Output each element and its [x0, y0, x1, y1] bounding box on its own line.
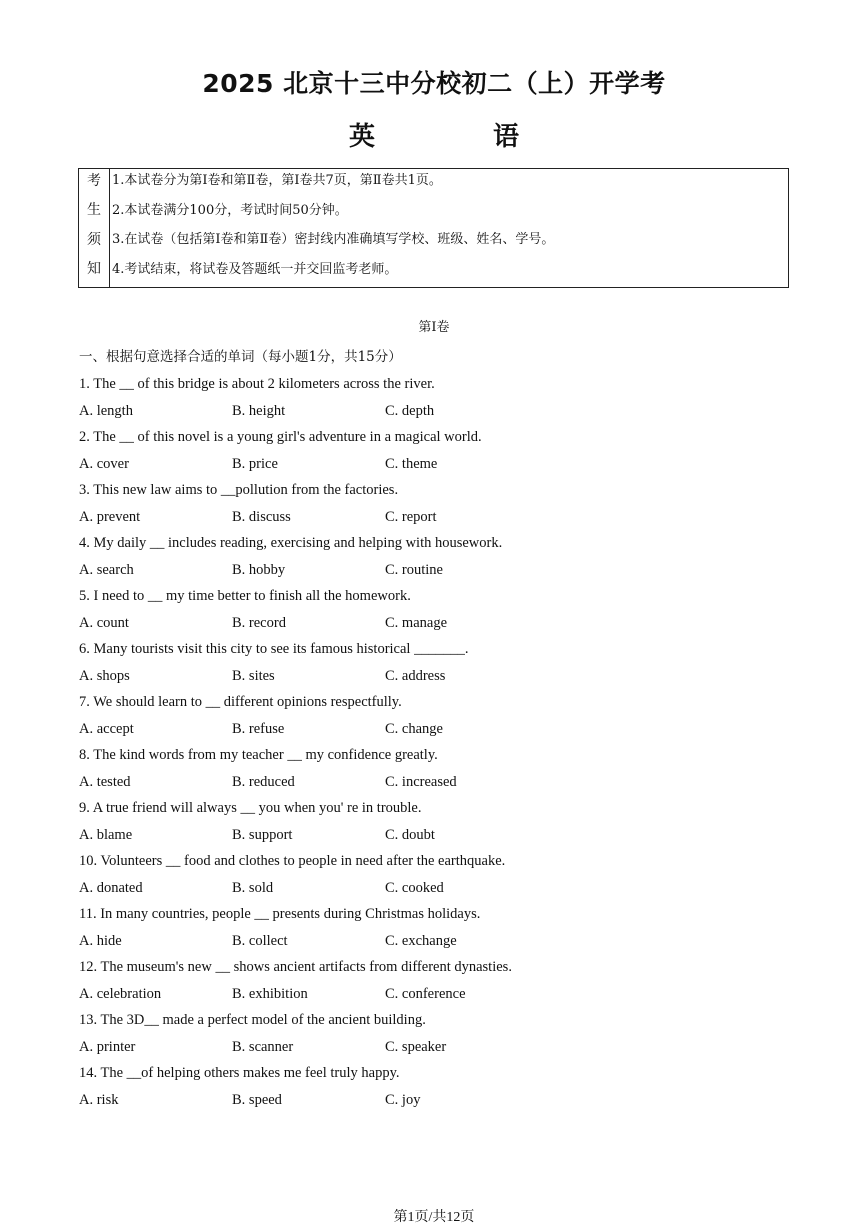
- option-c: C. cooked: [385, 879, 444, 896]
- question-options: [79, 1089, 799, 1116]
- option-a: A. printer: [79, 1038, 136, 1055]
- exam-title: 2025 北京十三中分校初二（上）开学考: [202, 69, 666, 98]
- question-stem: 11. In many countries, people __ presents during Christmas holidays.: [79, 906, 481, 922]
- question-options: [79, 453, 799, 480]
- option-a: A. celebration: [79, 985, 162, 1002]
- question-list: [79, 373, 799, 1115]
- question-stem: 6. Many tourists visit this city to see its famous historical _______.: [79, 641, 469, 657]
- question-item: [79, 903, 799, 956]
- option-a: A. accept: [79, 720, 134, 737]
- option-a: A. shops: [79, 667, 130, 684]
- notice-label-char: 生: [87, 202, 101, 219]
- option-c: C. depth: [385, 402, 435, 419]
- question-options: [79, 718, 799, 745]
- option-c: C. address: [385, 667, 446, 684]
- option-a: A. prevent: [79, 508, 141, 525]
- question-stem: 1. The __ of this bridge is about 2 kilometers across the river.: [79, 376, 435, 392]
- section-label: 第Ⅰ卷: [418, 320, 450, 335]
- candidate-notice-box: [78, 168, 789, 288]
- question-stem: 3. This new law aims to __pollution from the factories.: [79, 482, 399, 498]
- question-options: [79, 930, 799, 957]
- option-b: B. refuse: [232, 720, 285, 737]
- question-item: [79, 691, 799, 744]
- option-b: B. sites: [232, 667, 275, 684]
- question-item: [79, 1062, 799, 1115]
- question-item: [79, 1009, 799, 1062]
- notice-item: 4.考试结束，将试卷及答题纸一并交回监考老师。: [112, 261, 398, 277]
- question-item: [79, 585, 799, 638]
- option-b: B. scanner: [232, 1038, 294, 1055]
- question-stem: 9. A true friend will always __ you when you' re in trouble.: [79, 800, 422, 816]
- question-stem: 5. I need to __ my time better to finish all the homework.: [79, 588, 411, 604]
- question-options: [79, 771, 799, 798]
- page-footer: 第1页/共12页: [393, 1210, 475, 1225]
- option-c: C. theme: [385, 455, 438, 472]
- option-c: C. exchange: [385, 932, 457, 949]
- option-c: C. increased: [385, 773, 457, 790]
- option-c: C. speaker: [385, 1038, 447, 1055]
- question-options: [79, 612, 799, 639]
- subject-title: 英 语: [348, 122, 565, 152]
- question-item: [79, 426, 799, 479]
- question-stem: 8. The kind words from my teacher __ my confidence greatly.: [79, 747, 438, 763]
- question-options: [79, 665, 799, 692]
- question-stem: 4. My daily __ includes reading, exercising and helping with housework.: [79, 535, 503, 551]
- question-options: [79, 983, 799, 1010]
- notice-items: [110, 169, 788, 287]
- question-options: [79, 1036, 799, 1063]
- question-item: [79, 479, 799, 532]
- option-b: B. collect: [232, 932, 288, 949]
- question-options: [79, 559, 799, 586]
- notice-item: 2.本试卷满分100分，考试时间50分钟。: [112, 202, 348, 218]
- option-a: A. donated: [79, 879, 143, 896]
- part-heading: 一、根据句意选择合适的单词（每小题1分，共15分）: [79, 349, 402, 365]
- option-b: B. speed: [232, 1091, 282, 1108]
- notice-label-char: 考: [87, 173, 101, 189]
- option-b: B. support: [232, 826, 293, 843]
- question-stem: 7. We should learn to __ different opinions respectfully.: [79, 694, 402, 710]
- option-c: C. doubt: [385, 826, 435, 843]
- question-stem: 12. The museum's new __ shows ancient artifacts from different dynasties.: [79, 959, 512, 975]
- question-stem: 2. The __ of this novel is a young girl's adventure in a magical world.: [79, 429, 482, 445]
- question-item: [79, 373, 799, 426]
- option-b: B. record: [232, 614, 286, 631]
- option-c: C. manage: [385, 614, 448, 631]
- question-stem: 13. The 3D__ made a perfect model of the ancient building.: [79, 1012, 426, 1028]
- option-b: B. height: [232, 402, 286, 419]
- question-item: [79, 532, 799, 585]
- question-options: [79, 400, 799, 427]
- option-b: B. sold: [232, 879, 274, 896]
- notice-label-char: 须: [87, 231, 101, 248]
- notice-label-column: [79, 169, 110, 287]
- option-b: B. hobby: [232, 561, 286, 578]
- option-c: C. change: [385, 720, 443, 737]
- notice-item: 1.本试卷分为第Ⅰ卷和第Ⅱ卷，第Ⅰ卷共7页，第Ⅱ卷共1页。: [112, 173, 442, 188]
- option-a: A. cover: [79, 455, 129, 472]
- option-b: B. reduced: [232, 773, 295, 790]
- question-options: [79, 824, 799, 851]
- option-a: A. blame: [79, 826, 133, 843]
- option-c: C. routine: [385, 561, 443, 578]
- question-item: [79, 797, 799, 850]
- option-a: A. risk: [79, 1091, 119, 1108]
- notice-item: 3.在试卷（包括第Ⅰ卷和第Ⅱ卷）密封线内准确填写学校、班级、姓名、学号。: [112, 232, 555, 247]
- question-stem: 14. The __of helping others makes me feel truly happy.: [79, 1065, 400, 1081]
- option-b: B. price: [232, 455, 278, 472]
- question-stem: 10. Volunteers __ food and clothes to people in need after the earthquake.: [79, 853, 506, 869]
- notice-label-char: 知: [87, 260, 101, 277]
- option-a: A. count: [79, 614, 129, 631]
- option-a: A. hide: [79, 932, 122, 949]
- option-a: A. search: [79, 561, 134, 578]
- option-a: A. length: [79, 402, 133, 419]
- question-options: [79, 877, 799, 904]
- question-item: [79, 850, 799, 903]
- option-c: C. conference: [385, 985, 466, 1002]
- question-item: [79, 638, 799, 691]
- option-c: C. report: [385, 508, 437, 525]
- question-options: [79, 506, 799, 533]
- question-item: [79, 744, 799, 797]
- option-c: C. joy: [385, 1091, 421, 1108]
- option-a: A. tested: [79, 773, 131, 790]
- option-b: B. exhibition: [232, 985, 308, 1002]
- option-b: B. discuss: [232, 508, 291, 525]
- question-item: [79, 956, 799, 1009]
